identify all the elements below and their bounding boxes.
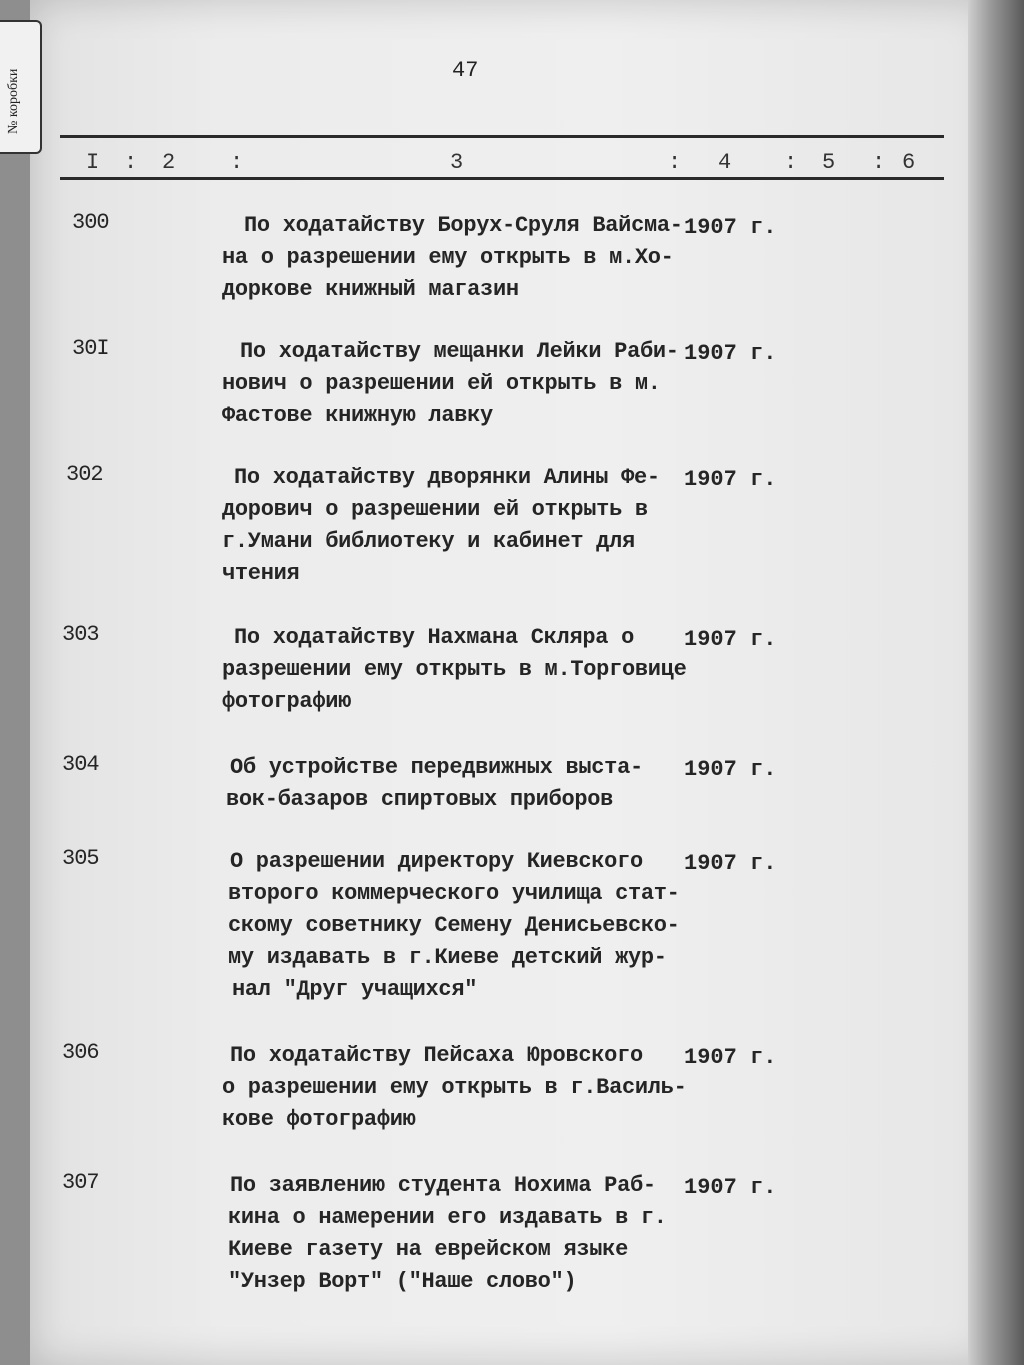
entry-number: 307 <box>62 1170 99 1195</box>
entry-line: о разрешении ему открыть в г.Василь- <box>222 1075 687 1100</box>
column-header-4: 4 <box>718 150 732 175</box>
entry-line: скому советнику Семену Денисьевско- <box>228 913 680 938</box>
page-number: 47 <box>452 58 479 83</box>
entry-line: кина о намерении его издавать в г. <box>228 1205 667 1230</box>
entry-line: По заявлению студента Нохима Раб- <box>230 1173 656 1198</box>
entry-line: нал "Друг учащихся" <box>232 977 478 1002</box>
entry-description <box>222 336 692 432</box>
entry-line: чтения <box>222 561 300 586</box>
entry-description <box>222 846 692 1006</box>
header-rule-bottom <box>60 177 944 180</box>
column-header-6: 6 <box>902 150 916 175</box>
entry-line: По ходатайству Нахмана Скляра о <box>234 625 634 650</box>
entry-year: 1907 г. <box>684 757 777 782</box>
entry-number: 303 <box>62 622 99 647</box>
entry-number: 306 <box>62 1040 99 1065</box>
entry-line: нович о разрешении ей открыть в м. <box>222 371 661 396</box>
entry-line: По ходатайству дворянки Алины Фе- <box>234 465 660 490</box>
entry-line: разрешении ему открыть в м.Торговице <box>222 657 687 682</box>
entry-line: г.Умани библиотеку и кабинет для <box>222 529 635 554</box>
entry-line: второго коммерческого училища стат- <box>228 881 680 906</box>
entry-description <box>222 622 692 718</box>
entry-line: дорович о разрешении ей открыть в <box>222 497 648 522</box>
entry-year: 1907 г. <box>684 341 777 366</box>
entry-description <box>222 1040 692 1136</box>
entry-line: вок-базаров спиртовых приборов <box>226 787 614 812</box>
entry-line: доркове книжный магазин <box>222 277 519 302</box>
entry-line: му издавать в г.Киеве детский жур- <box>228 945 667 970</box>
column-separator: : <box>784 150 798 175</box>
header-rule-top <box>60 135 944 138</box>
entry-line: Об устройстве передвижных выста- <box>230 755 643 780</box>
entry-line: фотографию <box>222 689 352 714</box>
entry-description <box>222 752 692 816</box>
entry-number: 302 <box>66 462 103 487</box>
entry-line: "Унзер Ворт" ("Наше слово") <box>228 1269 577 1294</box>
entry-description <box>222 210 692 306</box>
entry-line: Киеве газету на еврейском языке <box>228 1237 628 1262</box>
entry-line: Фастове книжную лавку <box>222 403 493 428</box>
entry-line: По ходатайству мещанки Лейки Раби- <box>240 339 679 364</box>
column-header-1: I <box>86 150 100 175</box>
entry-number: 305 <box>62 846 99 871</box>
entry-year: 1907 г. <box>684 467 777 492</box>
entry-year: 1907 г. <box>684 215 777 240</box>
entry-line: кове фотографию <box>222 1107 416 1132</box>
entry-line: О разрешении директору Киевского <box>230 849 643 874</box>
column-header-5: 5 <box>822 150 836 175</box>
entry-description <box>222 462 692 590</box>
column-separator: : <box>668 150 682 175</box>
entry-number: 300 <box>72 210 109 235</box>
entry-line: на о разрешении ему открыть в м.Хо- <box>222 245 674 270</box>
column-header-3: 3 <box>450 150 464 175</box>
entry-line: По ходатайству Борух-Сруля Вайсма- <box>244 213 683 238</box>
box-number-label-text: № коробки <box>6 68 21 134</box>
page-stack-edge <box>968 0 1024 1365</box>
entry-year: 1907 г. <box>684 1175 777 1200</box>
column-header-2: 2 <box>162 150 176 175</box>
column-separator: : <box>872 150 886 175</box>
column-separator: : <box>124 150 138 175</box>
entry-number: 304 <box>62 752 99 777</box>
entry-description <box>222 1170 692 1298</box>
column-separator: : <box>230 150 244 175</box>
entry-number: 30I <box>72 336 109 361</box>
entry-line: По ходатайству Пейсаха Юровского <box>230 1043 643 1068</box>
box-number-label <box>0 20 42 154</box>
entry-year: 1907 г. <box>684 1045 777 1070</box>
entry-year: 1907 г. <box>684 627 777 652</box>
entry-year: 1907 г. <box>684 851 777 876</box>
